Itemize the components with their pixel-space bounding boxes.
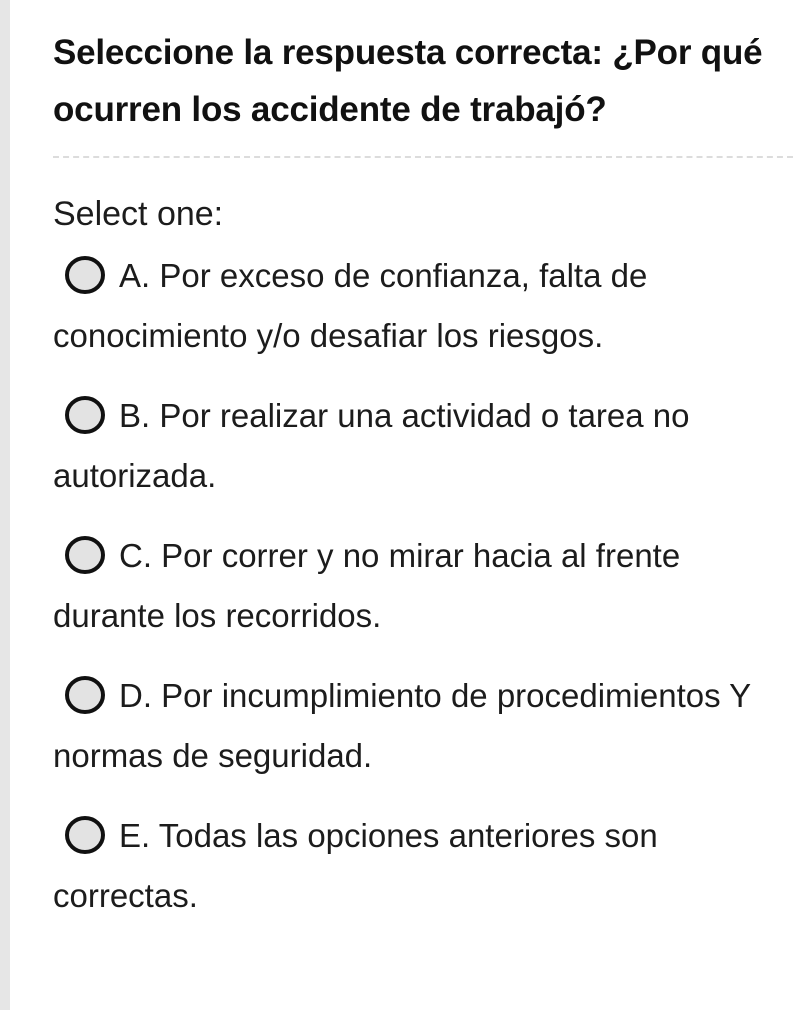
radio-button-icon[interactable]: [65, 675, 105, 715]
radio-button-icon[interactable]: [65, 815, 105, 855]
option-label[interactable]: B. Por realizar una actividad o tarea no autorizada.: [53, 397, 690, 494]
select-one-label: Select one:: [53, 195, 224, 233]
option-a[interactable]: [53, 246, 793, 366]
option-e[interactable]: [53, 806, 793, 926]
question-card: [53, 24, 793, 946]
option-label[interactable]: C. Por correr y no mirar hacia al frente durante los recorridos.: [53, 537, 681, 634]
option-label[interactable]: A. Por exceso de confianza, falta de conocimiento y/o desafiar los riesgos.: [53, 257, 648, 354]
option-d[interactable]: [53, 666, 793, 786]
radio-button-icon[interactable]: [65, 535, 105, 575]
left-rail: [0, 0, 10, 1010]
option-b[interactable]: [53, 386, 793, 506]
option-c[interactable]: [53, 526, 793, 646]
option-label[interactable]: D. Por incumplimiento de procedimientos Y normas de seguridad.: [53, 677, 751, 774]
radio-button-icon[interactable]: [65, 395, 105, 435]
question-text: Seleccione la respuesta correcta: ¿Por qué ocurren los accidente de trabajó?: [53, 33, 763, 129]
option-label[interactable]: E. Todas las opciones anteriores son correctas.: [53, 817, 658, 914]
question-divider: [53, 156, 793, 158]
radio-button-icon[interactable]: [65, 255, 105, 295]
answer-options: [53, 246, 793, 926]
